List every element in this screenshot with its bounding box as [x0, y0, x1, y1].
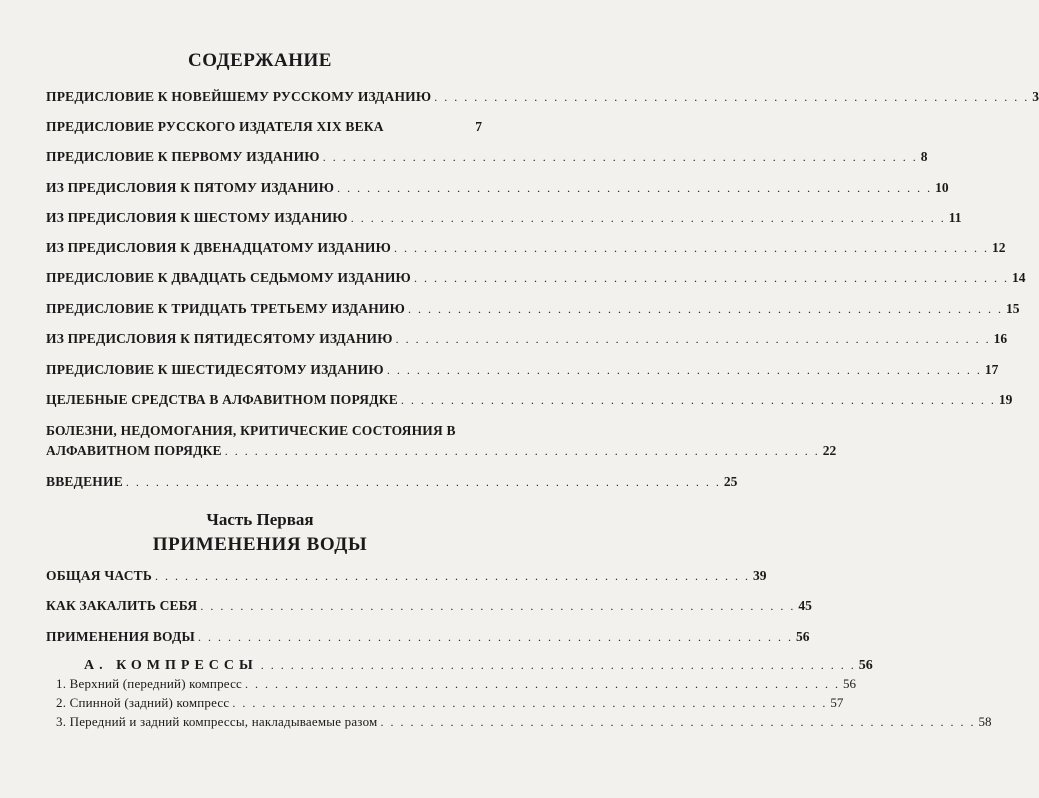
section-heading [84, 655, 873, 676]
toc-leader-dots: . . . . . . . . . . . . . . . . . . . . . . . . . . . . . . . . . . . . . . . . . . . . . . . . . . . . . . . . . . . . [434, 90, 1030, 104]
toc-entry-label: ПРЕДИСЛОВИЕ К ШЕСТИДЕСЯТОМУ ИЗДАНИЮ [46, 362, 384, 377]
toc-sub-entry [56, 675, 857, 693]
toc-entry-label: ЦЕЛЕБНЫЕ СРЕДСТВА В АЛФАВИТНОМ ПОРЯДКЕ [46, 392, 398, 407]
toc-entry-multiline [46, 421, 837, 461]
toc-entry [46, 360, 999, 380]
toc-entry-label: ВВЕДЕНИЕ [46, 474, 123, 489]
toc-sub-entry [56, 713, 992, 731]
toc-entry [46, 208, 962, 228]
toc-leader-dots: . . . . . . . . . . . . . . . . . . . . . . . . . . . . . . . . . . . . . . . . . . . . . . . . . . . . . . . . . . . . [200, 599, 796, 613]
toc-leader-dots: . . . . . . . . . . . . . . . . . . . . . . . . . . . . . . . . . . . . . . . . . . . . . . . . . . . . . . . . . . . . [322, 150, 918, 164]
toc-page-number: 57 [830, 695, 844, 710]
toc-entry [46, 238, 1006, 258]
toc-sub-entry [56, 694, 844, 712]
toc-page-number: 56 [858, 658, 873, 673]
toc-entry [46, 299, 1020, 319]
toc-entry [46, 178, 949, 198]
toc-page-number: 19 [998, 392, 1013, 407]
toc-entry [46, 329, 1008, 349]
toc-page-number: 17 [984, 362, 999, 377]
toc-page-number: 15 [1006, 301, 1020, 316]
toc-leader-dots: . . . . . . . . . . . . . . . . . . . . . . . . . . . . . . . . . . . . . . . . . . . . . . . . . . . . . . . . . . . . [232, 696, 828, 710]
toc-entry-label: ПРЕДИСЛОВИЕ РУССКОГО ИЗДАТЕЛЯ XIX ВЕКА [46, 119, 384, 134]
toc-page-number: 16 [993, 331, 1008, 346]
toc-page-number: 7 [475, 119, 482, 134]
toc-page-number: 8 [920, 149, 928, 164]
toc-entry-label: ИЗ ПРЕДИСЛОВИЯ К ДВЕНАДЦАТОМУ ИЗДАНИЮ [46, 240, 391, 255]
toc-leader-dots: . . . . . . . . . . . . . . . . . . . . . . . . . . . . . . . . . . . . . . . . . . . . . . . . . . . . . . . . . . . . [395, 332, 991, 346]
toc-entry-label: ОБЩАЯ ЧАСТЬ [46, 568, 152, 583]
toc-page-number: 12 [992, 240, 1006, 255]
toc-entry-label: ИЗ ПРЕДИСЛОВИЯ К ПЯТИДЕСЯТОМУ ИЗДАНИЮ [46, 331, 393, 346]
toc-leader-dots: . . . . . . . . . . . . . . . . . . . . . . . . . . . . . . . . . . . . . . . . . . . . . . . . . . . . . . . . . . . . [413, 271, 1009, 285]
toc-leader-dots: . . . . . . . . . . . . . . . . . . . . . . . . . . . . . . . . . . . . . . . . . . . . . . . . . . . . . . . . . . . . [400, 393, 996, 407]
toc-page-number: 3 [1032, 89, 1039, 104]
toc-entry-label: ПРЕДИСЛОВИЕ К ДВАДЦАТЬ СЕДЬМОМУ ИЗДАНИЮ [46, 270, 411, 285]
toc-entry [46, 390, 1013, 410]
toc-entry [46, 117, 482, 137]
toc-leader-dots: . . . . . . . . . . . . . . . . . . . . . . . . . . . . . . . . . . . . . . . . . . . . . . . . . . . . . . . . . . . . [380, 715, 976, 729]
toc-page-number: 45 [798, 598, 812, 613]
toc-leader-dots: . . . . . . . . . . . . . . . . . . . . . . . . . . . . . . . . . . . . . . . . . . . . . . . . . . . . . . . . . . . . [224, 444, 820, 458]
toc-page-number: 56 [843, 676, 857, 691]
page-title: СОДЕРЖАНИЕ [188, 50, 332, 71]
toc-entry-label-line1: БОЛЕЗНИ, НЕДОМОГАНИЯ, КРИТИЧЕСКИЕ СОСТОЯНИЯ В [46, 423, 456, 438]
toc-leader-dots: . . . . . . . . . . . . . . . . . . . . . . . . . . . . . . . . . . . . . . . . . . . . . . . . . . . . . . . . . . . . [337, 181, 933, 195]
toc-leader-dots: . . . . . . . . . . . . . . . . . . . . . . . . . . . . . . . . . . . . . . . . . . . . . . . . . . . . . . . . . . . . [394, 241, 989, 255]
toc-entry-label: ИЗ ПРЕДИСЛОВИЯ К ПЯТОМУ ИЗДАНИЮ [46, 180, 335, 195]
toc-leader-dots: . . . . . . . . . . . . . . . . . . . . . . . . . . . . . . . . . . . . . . . . . . . . . . . . . . . . . . . . . . . . [198, 630, 794, 644]
toc-page-number: 11 [948, 210, 962, 225]
toc-entry [46, 147, 928, 167]
toc-entry [46, 87, 1039, 107]
toc-page-number: 58 [978, 714, 992, 729]
toc-entry [46, 627, 810, 647]
toc-entry-label: ПРИМЕНЕНИЯ ВОДЫ [46, 629, 196, 644]
toc-entry [46, 472, 738, 492]
toc-entry-label: ПРЕДИСЛОВИЕ К ПЕРВОМУ ИЗДАНИЮ [46, 149, 320, 164]
toc-entry [46, 268, 1026, 288]
toc-leader-dots: . . . . . . . . . . . . . . . . . . . . . . . . . . . . . . . . . . . . . . . . . . . . . . . . . . . . . . . . . . . . [350, 211, 946, 225]
toc-entry-label: ИЗ ПРЕДИСЛОВИЯ К ШЕСТОМУ ИЗДАНИЮ [46, 210, 348, 225]
toc-page-number: 14 [1011, 270, 1026, 285]
toc-page-number: 10 [935, 180, 949, 195]
toc-entry [46, 596, 812, 616]
toc-entry-label: КАК ЗАКАЛИТЬ СЕБЯ [46, 598, 198, 613]
toc-page-number: 25 [723, 474, 738, 489]
toc-page-number: 22 [822, 443, 837, 458]
toc-entry [46, 566, 767, 586]
toc-leader-dots: . . . . . . . . . . . . . . . . . . . . . . . . . . . . . . . . . . . . . . . . . . . . . . . . . . . . . . . . . . . . [386, 363, 982, 377]
toc-leader-dots: . . . . . . . . . . . . . . . . . . . . . . . . . . . . . . . . . . . . . . . . . . . . . . . . . . . . . . . . . . . . [245, 677, 841, 691]
part-heading: ПРИМЕНЕНИЯ ВОДЫ [152, 534, 368, 555]
toc-entry-label: ПРЕДИСЛОВИЕ К НОВЕЙШЕМУ РУССКОМУ ИЗДАНИЮ [46, 89, 432, 104]
toc-page-number: 39 [753, 568, 767, 583]
toc-entry-label-line2: АЛФАВИТНОМ ПОРЯДКЕ [46, 443, 222, 458]
section-heading-label: А. КОМПРЕССЫ [84, 658, 258, 673]
toc-sub-entry-label: 2. Спинной (задний) компресс [56, 695, 230, 710]
toc-page-number: 56 [796, 629, 810, 644]
toc-leader-dots: . . . . . . . . . . . . . . . . . . . . . . . . . . . . . . . . . . . . . . . . . . . . . . . . . . . . . . . . . . . . [260, 658, 856, 672]
part-title: Часть Первая [206, 510, 314, 529]
toc-leader-dots: . . . . . . . . . . . . . . . . . . . . . . . . . . . . . . . . . . . . . . . . . . . . . . . . . . . . . . . . . . . . [125, 475, 721, 489]
toc-leader-dots: . . . . . . . . . . . . . . . . . . . . . . . . . . . . . . . . . . . . . . . . . . . . . . . . . . . . . . . . . . . . [408, 302, 1004, 316]
toc-sub-entry-label: 1. Верхний (передний) компресс [56, 676, 243, 691]
toc-leader-dots: . . . . . . . . . . . . . . . . . . . . . . . . . . . . . . . . . . . . . . . . . . . . . . . . . . . . . . . . . . . . [155, 569, 750, 583]
toc-sub-entry-label: 3. Передний и задний компрессы, накладываемые разом [56, 714, 378, 729]
toc-entry-label: ПРЕДИСЛОВИЕ К ТРИДЦАТЬ ТРЕТЬЕМУ ИЗДАНИЮ [46, 301, 406, 316]
